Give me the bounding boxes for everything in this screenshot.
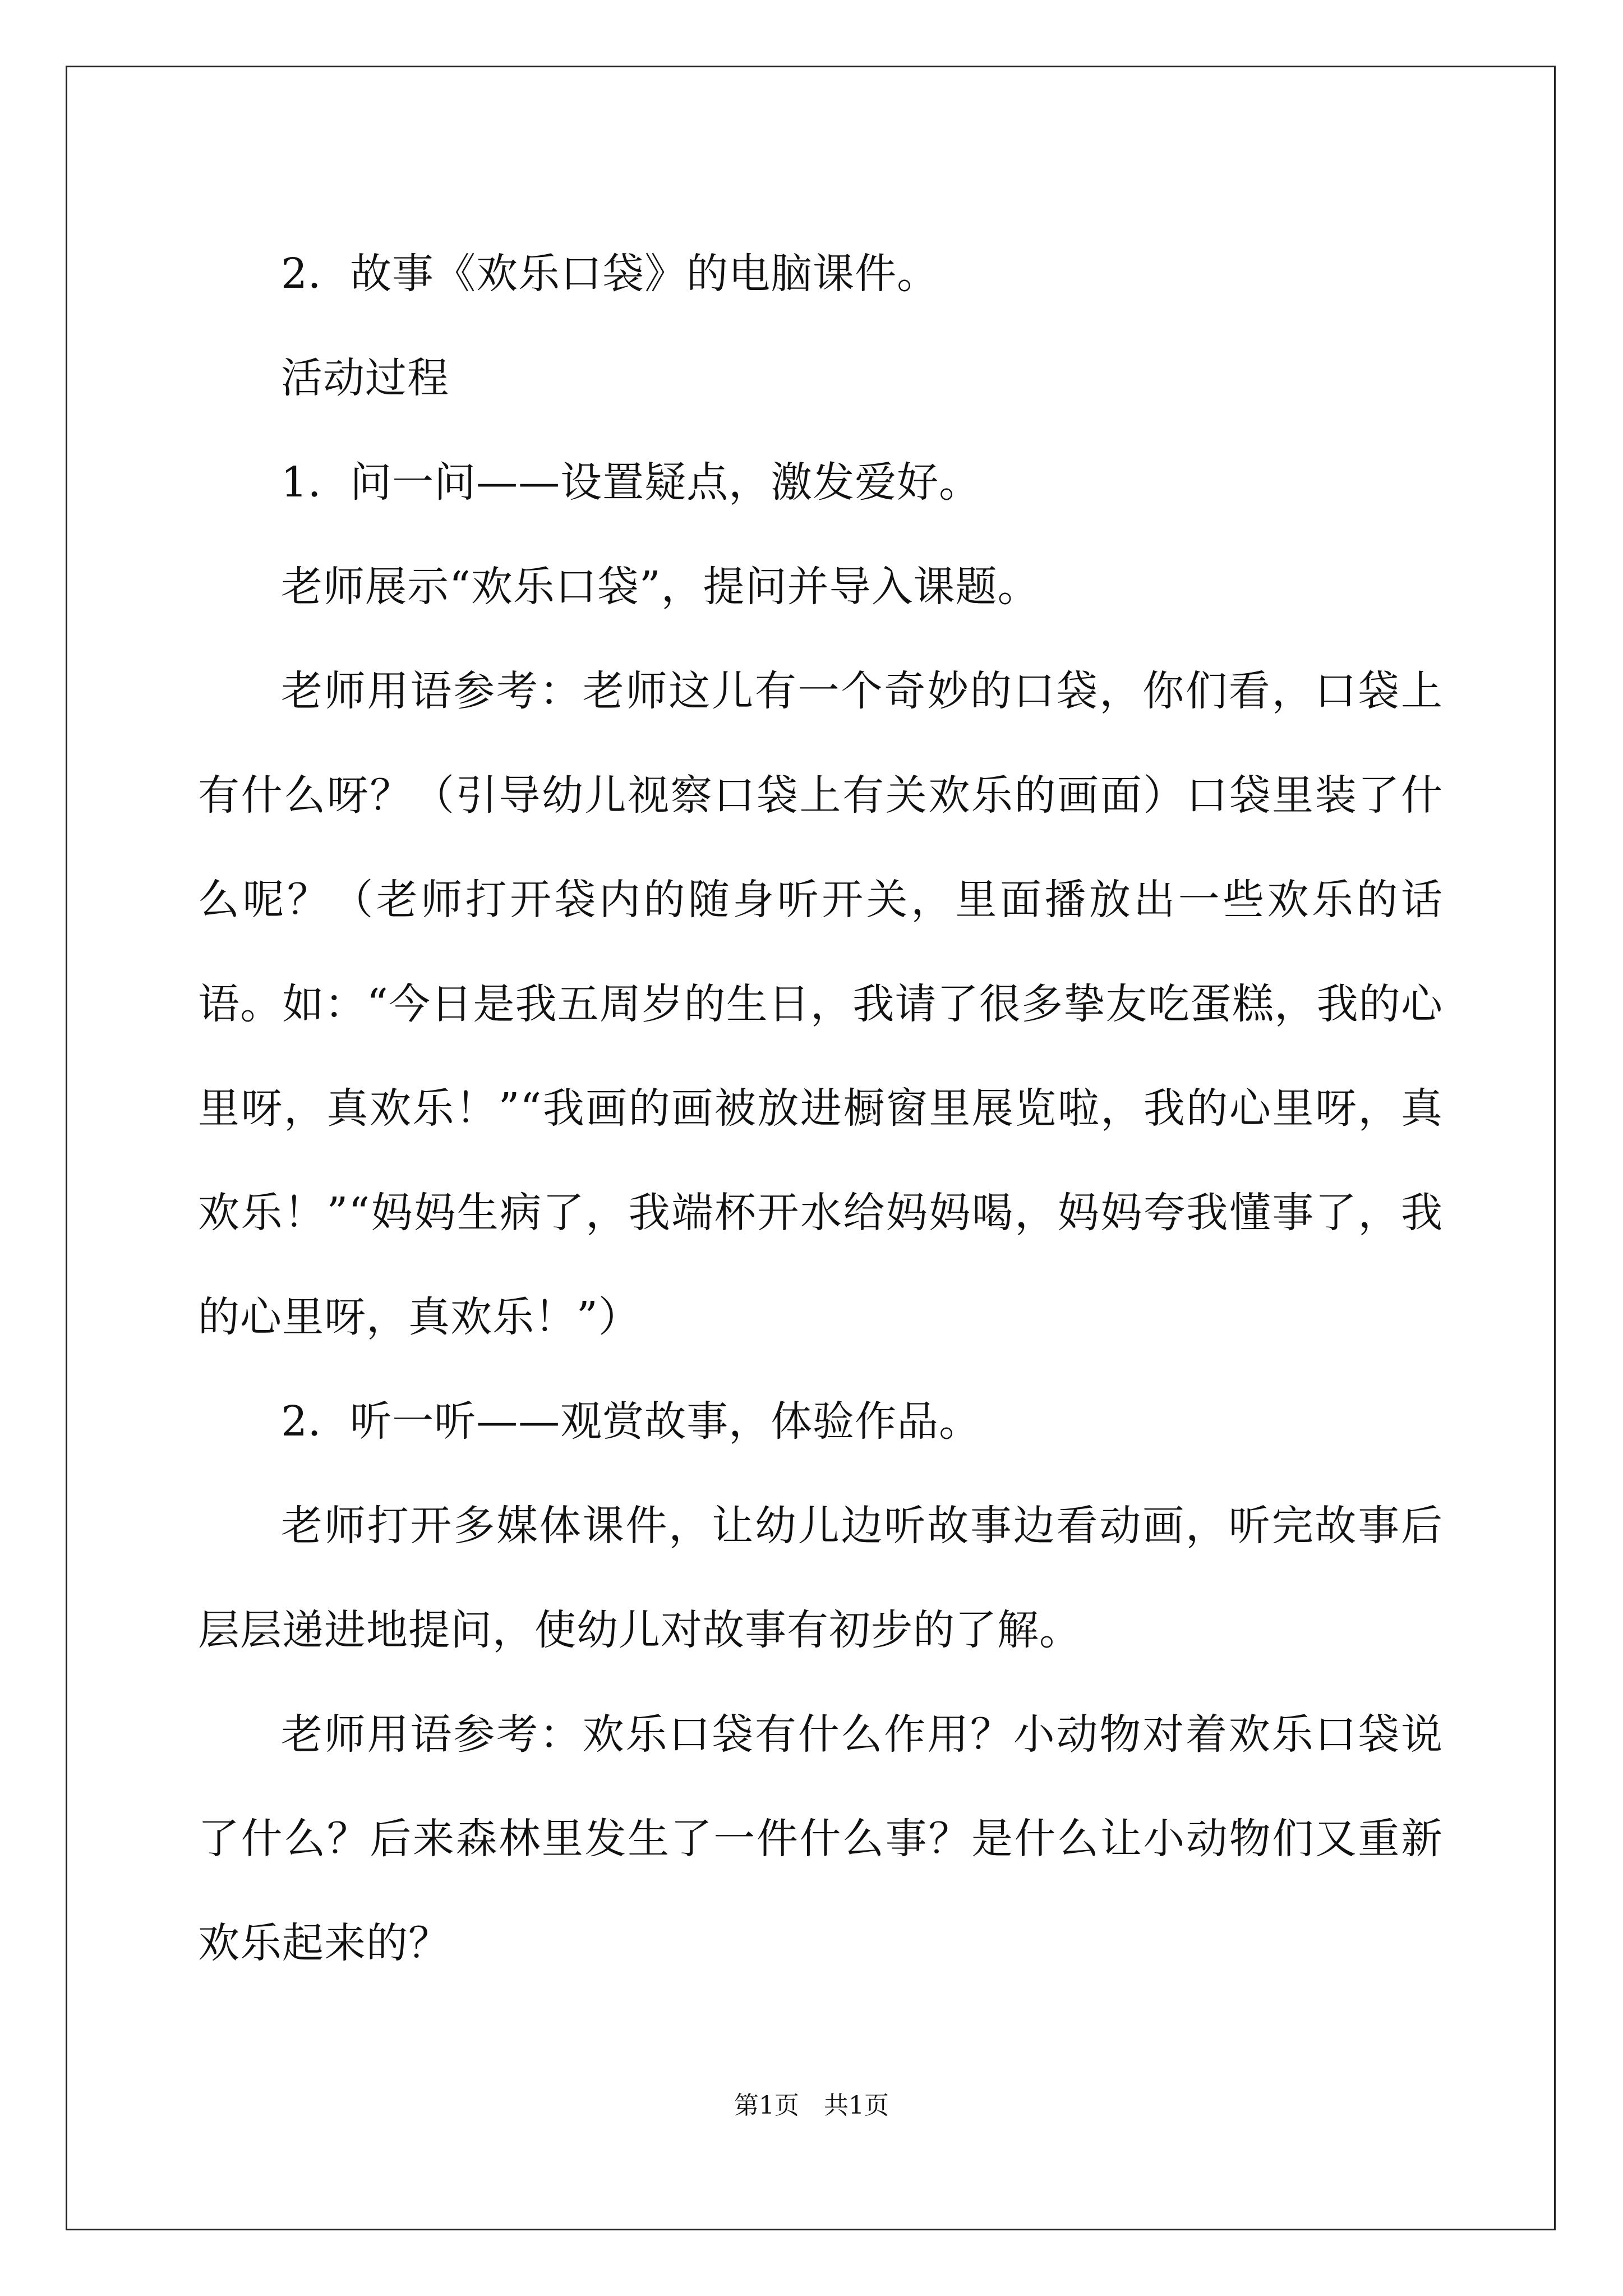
paragraph-step-2: 2．听一听——观赏故事，体验作品。 <box>281 1397 981 1446</box>
paragraph-teacher-script-1: 老师用语参考：老师这儿有一个奇妙的口袋，你们看，口袋上有什么呀？（引导幼儿视察口袋上有关欢乐的画面）口袋里装了什么呢？（老师打开袋内的随身听开关，里面播放出一些欢乐的话语。如：“今日是我五周岁的生日，我请了很多挚友吃蛋糕，我的心里呀，真欢乐！”“我画的画被放进橱窗里展览啦，我的心里呀，真欢乐！”“妈妈生病了，我端杯开水给妈妈喝，妈妈夸我懂事了，我的心里呀，真欢乐！”） <box>198 667 1443 1341</box>
paragraph-multimedia: 老师打开多媒体课件，让幼儿边听故事边看动画，听完故事后层层递进地提问，使幼儿对故事有初步的了解。 <box>198 1502 1443 1654</box>
paragraph-teacher-script-2: 老师用语参考：欢乐口袋有什么作用？小动物对着欢乐口袋说了什么？后来森林里发生了一件什么事？是什么让小动物们又重新欢乐起来的？ <box>198 1710 1443 1967</box>
page-footer <box>0 2085 1623 2121</box>
paragraph-teacher-shows: 老师展示“欢乐口袋”，提问并导入课题。 <box>281 563 1040 611</box>
paragraph-step-1: 1．问一问——设置疑点，激发爱好。 <box>281 458 981 507</box>
paragraph-heading-process: 活动过程 <box>281 354 449 402</box>
document-body <box>198 222 1443 1995</box>
paragraph-materials: 2．故事《欢乐口袋》的电脑课件。 <box>281 250 939 298</box>
page-number: 第1页 共1页 <box>734 2091 889 2120</box>
